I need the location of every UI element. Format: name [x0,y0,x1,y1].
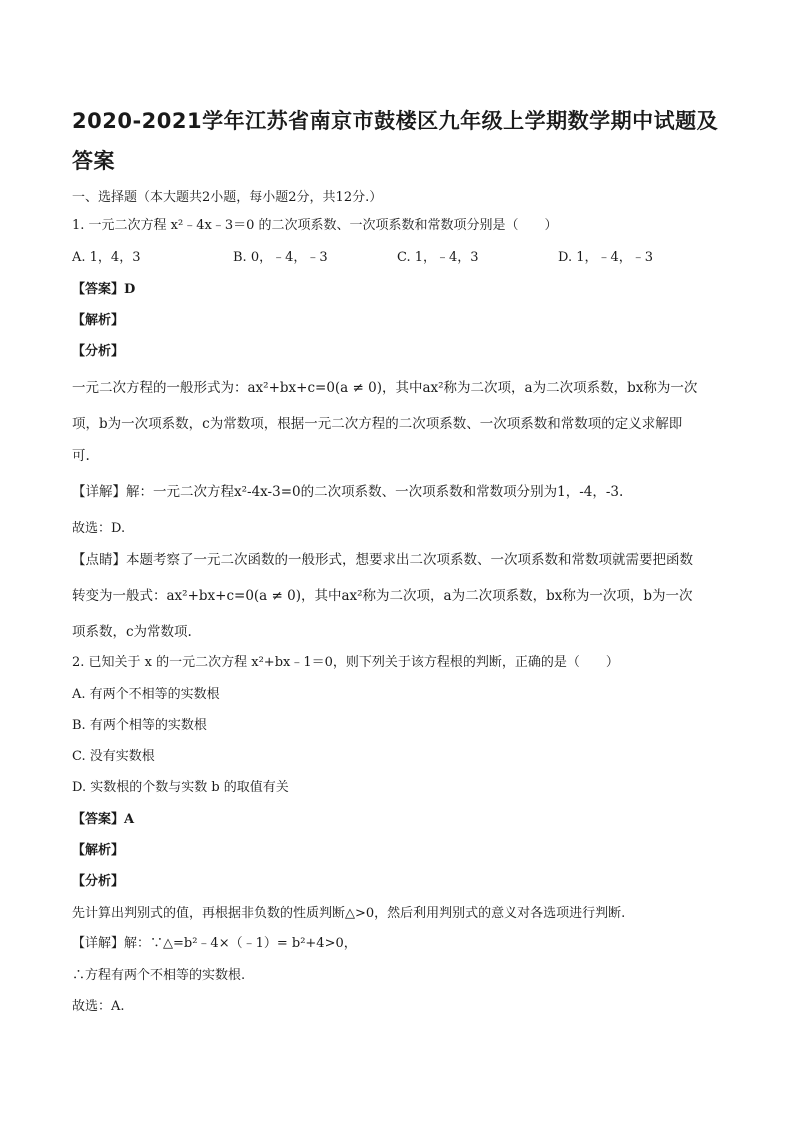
q2-therefore: ∴方程有两个不相等的实数根. [72,968,246,983]
q1-fenxi: 【分析】 [72,344,125,359]
section-heading: 一、选择题（本大题共2小题，每小题2分，共12分.） [72,190,383,205]
q2-option-d: D. 实数根的个数与实数 b 的取值有关 [72,780,289,795]
q1-option-a: A. 1，4，3 [72,250,141,265]
q1-option-d: D. 1，﹣4，﹣3 [558,250,654,265]
q1-fenxi-line-3: 可. [72,448,90,464]
q1-stem: 1. 一元二次方程 x²﹣4x﹣3＝0 的二次项系数、一次项系数和常数项分别是（ ） [72,218,558,233]
q2-option-b: B. 有两个相等的实数根 [72,718,207,733]
q2-option-c: C. 没有实数根 [72,749,155,764]
q2-option-a: A. 有两个不相等的实数根 [72,687,220,702]
q2-stem: 2. 已知关于 x 的一元二次方程 x²+bx﹣1＝0，则下列关于该方程根的判断，正确的是（ ） [72,655,619,670]
q2-answer: 【答案】A [72,812,135,827]
q1-fenxi-line-2: 项，b为一次项系数，c为常数项，根据一元二次方程的二次项系数、一次项系数和常数项的定义求解即 [72,416,683,432]
q1-guxuan: 故选：D. [72,521,126,536]
q1-dianjing-line-2: 转变为一般式：ax²+bx+c=0(a ≠ 0)，其中ax²称为二次项，a为二次项系数，bx称为一次项，b为一次 [72,588,693,604]
q2-jiexi: 【解析】 [72,843,125,858]
page-title: 2020-2021学年江苏省南京市鼓楼区九年级上学期数学期中试题及答案 [72,109,719,173]
q1-option-c: C. 1，﹣4，3 [397,250,479,265]
q1-fenxi-line-1: 一元二次方程的一般形式为：ax²+bx+c=0(a ≠ 0)，其中ax²称为二次项，a为二次项系数，bx称为一次 [72,380,698,396]
q1-option-b: B. 0，﹣4，﹣3 [233,250,328,265]
q2-fenxi-line-1: 先计算出判别式的值，再根据非负数的性质判断△>0，然后利用判别式的意义对各选项进行判断. [72,906,626,921]
q2-xiangjie: 【详解】解：∵△=b²﹣4×（﹣1）= b²+4>0， [72,936,357,951]
q1-xiangjie: 【详解】解：一元二次方程x²-4x-3=0的二次项系数、一次项系数和常数项分别为1，-4，-3. [72,484,624,500]
q1-dianjing-line-3: 项系数，c为常数项. [72,624,192,640]
q1-jiexi: 【解析】 [72,313,125,328]
q2-fenxi: 【分析】 [72,874,125,889]
q1-answer: 【答案】D [72,282,136,297]
q1-options [72,248,732,268]
q1-dianjing-line-1: 【点睛】本题考察了一元二次函数的一般形式，想要求出二次项系数、一次项系数和常数项就需要把函数 [72,552,693,568]
q2-guxuan: 故选：A. [72,999,125,1014]
